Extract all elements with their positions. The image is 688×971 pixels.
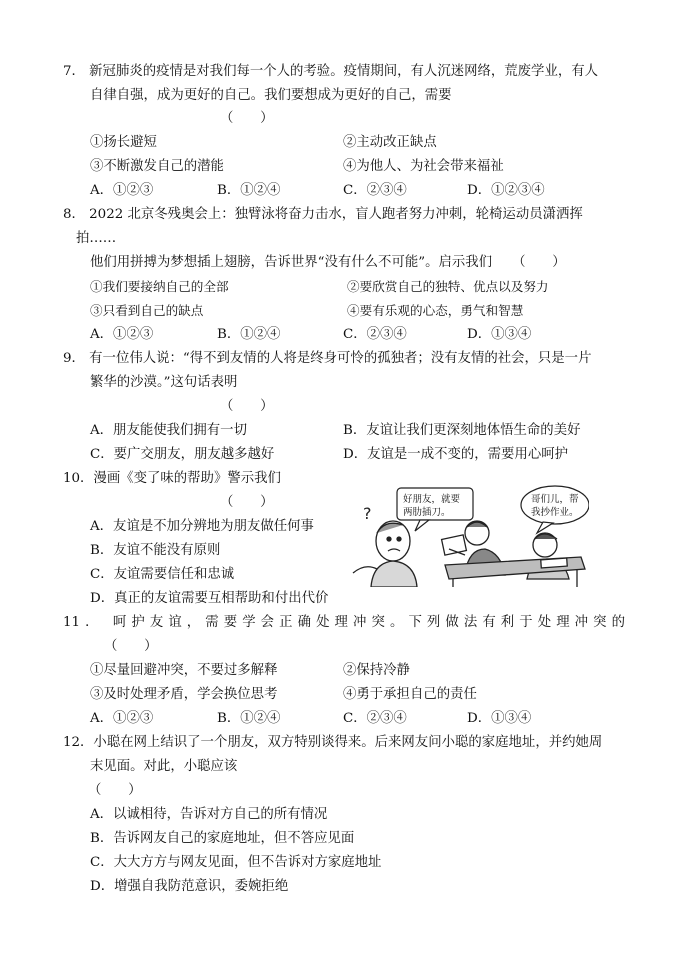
q7-option-d: D．①②③④ [467,183,545,198]
q7-stem-line2: 自律自强，成为更好的自己。我们要想成为更好的自己，需要 [90,88,452,103]
q9-stem-line2: 繁华的沙漠。”这句话表明 [90,375,238,390]
q9-answer-bracket: （ ） [220,399,274,414]
q7-item-4: ④为他人、为社会带来福祉 [343,159,504,174]
q8-stem-line3: 他们用拼搏为梦想插上翅膀，告诉世界“没有什么不可能”。启示我们 （ ） [90,255,566,270]
q9-option-a: A．朋友能使我们拥有一切 [90,423,247,438]
q10-answer-bracket: （ ） [220,495,274,510]
q8-option-c: C．②③④ [343,327,407,342]
q10-option-c: C．友谊需要信任和忠诚 [90,567,235,582]
q8-item-1: ①我们要接纳自己的全部 [90,279,229,294]
cartoon-illustration [345,483,589,587]
q9-stem-line1: 9． 有一位伟人说：“得不到友情的人将是终身可怜的孤独者；没有友情的社会，只是一片 [63,351,592,366]
q12-stem-line1: 12．小聪在网上结识了一个朋友，双方特别谈得来。后来网友问小聪的家庭地址，并约她周 [63,735,603,750]
q12-stem-line2: 末见面。对此，小聪应该 [90,759,238,774]
q11-option-c: C．②③④ [343,711,407,726]
q10-option-a: A．友谊是不加分辨地为朋友做任何事 [90,519,314,534]
q11-item-2: ②保持冷静 [343,663,410,678]
right-speech-bubble [521,486,589,524]
q8-stem-line1: 8． 2022 北京冬残奥会上：独臂泳将奋力击水，盲人跑者努力冲刺，轮椅运动员潇洒挥 [63,207,583,222]
q11-item-1: ①尽量回避冲突，不要过多解释 [90,663,278,678]
q12-option-b: B．告诉网友自己的家庭地址，但不答应见面 [90,831,355,846]
right-bubble-line1: 哥们儿，帮 [531,494,579,505]
q8-option-d: D．①③④ [467,327,532,342]
q7-answer-bracket: （ ） [220,111,274,126]
q8-item-2: ②要欣赏自己的独特、优点以及努力 [347,279,549,294]
q10-stem: 10．漫画《变了味的帮助》警示我们 [63,471,281,486]
q12-option-c: C．大大方方与网友见面，但不告诉对方家庭地址 [90,855,382,870]
q12-option-d: D．增强自我防范意识，委婉拒绝 [90,879,289,894]
q10-option-d: D．真正的友谊需要互相帮助和付出代价 [90,591,329,606]
q7-option-b: B．①②④ [217,183,281,198]
q11-item-3: ③及时处理矛盾，学会换位思考 [90,687,278,702]
right-bubble-line2: 我抄作业。 [531,507,579,518]
q12-answer-bracket: （ ） [88,783,142,798]
q8-option-a: A．①②③ [90,327,154,342]
svg-text:?: ? [363,504,372,523]
left-bubble-line2: 两肋插刀。 [403,507,451,518]
q11-item-4: ④勇于承担自己的责任 [343,687,477,702]
left-bubble-line1: 好朋友，就要 [403,494,461,505]
q8-stem-line2: 拍…… [76,231,117,246]
q7-stem-line1: 7． 新冠肺炎的疫情是对我们每一个人的考验。疫情期间，有人沉迷网络，荒废学业，有人 [63,64,599,79]
q11-answer-bracket: （ ） [104,639,158,654]
q11-option-b: B．①②④ [217,711,281,726]
q11-option-a: A．①②③ [90,711,154,726]
q7-option-c: C．②③④ [343,183,407,198]
q9-option-b: B．友谊让我们更深刻地体悟生命的美好 [343,423,581,438]
q7-option-a: A．①②③ [90,183,154,198]
left-bubble-tail [415,520,429,531]
right-bubble-tail [537,522,553,533]
q9-option-d: D．友谊是一成不变的，需要用心呵护 [343,447,568,462]
q10-cartoon [345,483,589,587]
q7-item-2: ②主动改正缺点 [343,135,437,150]
q12-option-a: A．以诚相待，告诉对方自己的所有情况 [90,807,328,822]
q9-option-c: C．要广交朋友，朋友越多越好 [90,447,275,462]
q8-item-4: ④要有乐观的心态，勇气和智慧 [347,303,524,318]
q11-option-d: D．①③④ [467,711,532,726]
q7-item-3: ③不断激发自己的潜能 [90,159,224,174]
q8-option-b: B．①②④ [217,327,281,342]
q7-item-1: ①扬长避短 [90,135,157,150]
q8-item-3: ③只看到自己的缺点 [90,303,204,318]
q10-option-b: B．友谊不能没有原则 [90,543,221,558]
q11-stem: 11． 呵护友谊，需要学会正确处理冲突。下列做法有利于处理冲突的 [63,615,625,630]
